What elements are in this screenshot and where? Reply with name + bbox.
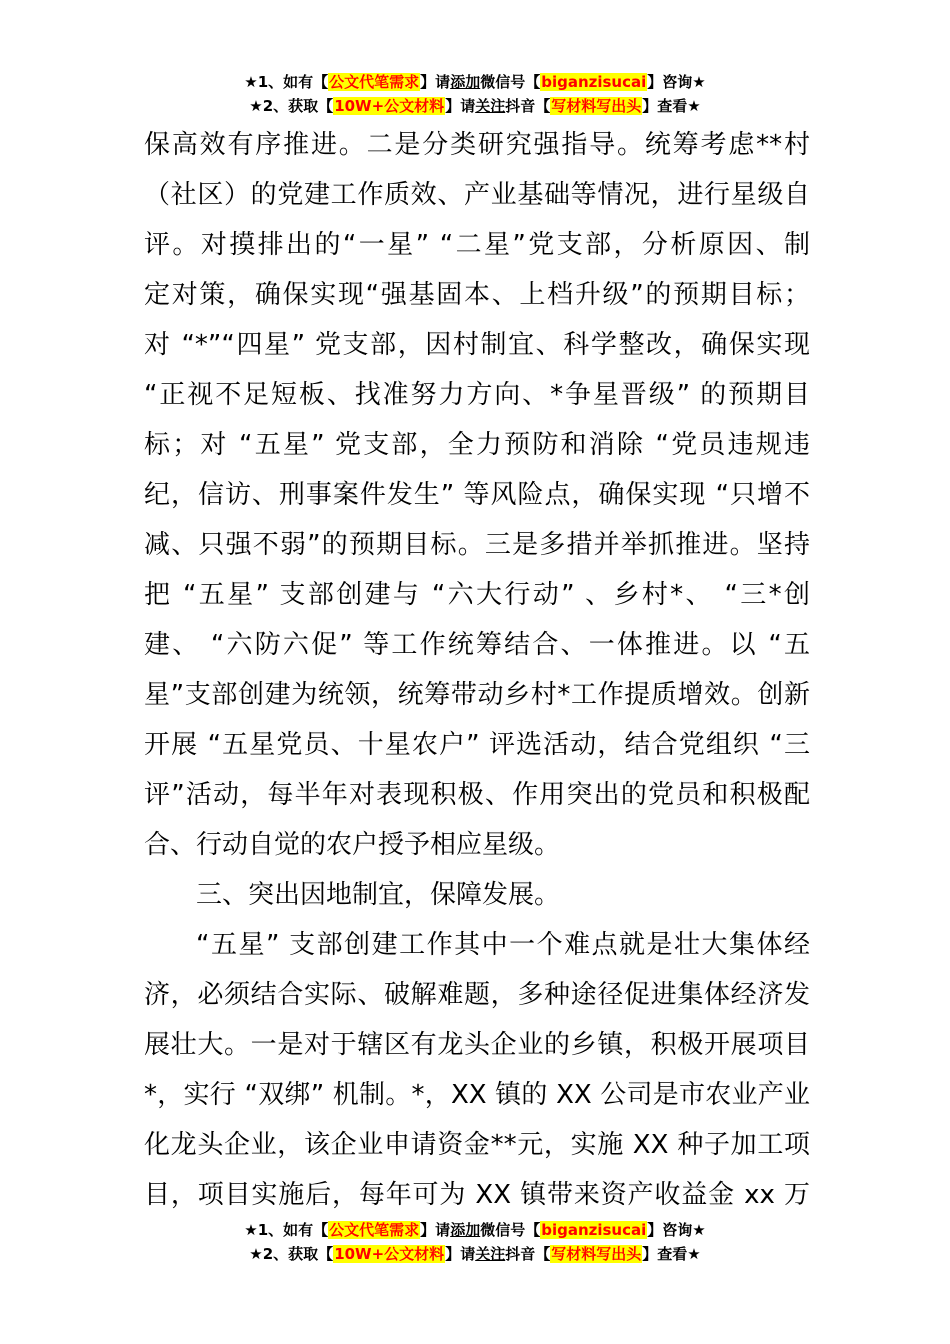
- text-line: 济，必须结合实际、破解难题，多种途径促进集体经济发: [144, 980, 810, 1010]
- text-line: *，实行 “双绑” 机制。*，XX 镇的 XX 公司是市农业产业: [144, 1080, 810, 1110]
- text-line: 对 “*”“四星” 党支部，因村制宜、科学整改，确保实现: [144, 330, 810, 360]
- text-line: “正视不足短板、找准努力方向、*争星晋级” 的预期目: [144, 380, 810, 410]
- text-line: 把 “五星” 支部创建与 “六大行动” 、乡村*、 “三*创: [144, 580, 810, 610]
- text-line: 开展 “五星党员、十星农户” 评选活动，结合党组织 “三: [144, 730, 810, 760]
- text-line: 合、行动自觉的农户授予相应星级。: [144, 830, 561, 860]
- footer-banner: [0, 1218, 950, 1266]
- banner-text: ★2、获取【: [249, 97, 334, 115]
- banner-highlight: 公文代笔需求: [329, 1221, 420, 1239]
- text-line: 评”活动，每半年对表现积极、作用突出的党员和积极配: [144, 780, 810, 810]
- banner-text: 抖音【: [505, 97, 551, 115]
- banner-text: ★1、如有【: [244, 1221, 329, 1239]
- banner-line-1: [0, 70, 950, 94]
- banner-text: ★1、如有【: [244, 73, 329, 91]
- banner-text: 】请: [420, 1221, 451, 1239]
- text-line: “五星” 支部创建工作其中一个难点就是壮大集体经: [196, 930, 810, 960]
- banner-line-2: [0, 1242, 950, 1266]
- banner-text: 】查看★: [642, 97, 701, 115]
- banner-underlined-text: 关注: [475, 1245, 506, 1263]
- text-line: 星”支部创建为统领，统筹带动乡村*工作提质增效。创新: [144, 680, 810, 710]
- banner-text: 】咨询★: [647, 73, 706, 91]
- banner-text: 微信号【: [480, 1221, 541, 1239]
- text-line: 定对策，确保实现“强基固本、上档升级”的预期目标；: [144, 280, 810, 310]
- banner-text: 】查看★: [642, 1245, 701, 1263]
- text-line: 化龙头企业，该企业申请资金**元，实施 XX 种子加工项: [144, 1130, 810, 1160]
- header-banner: [0, 70, 950, 118]
- banner-underlined-text: 添加: [450, 73, 481, 91]
- text-line: 目，项目实施后，每年可为 XX 镇带来资产收益金 xx 万: [144, 1180, 810, 1210]
- text-line: 纪，信访、刑事案件发生” 等风险点，确保实现 “只增不: [144, 480, 810, 510]
- banner-line-2: [0, 94, 950, 118]
- banner-highlight: 10W+公文材料: [334, 1245, 445, 1263]
- text-line: 减、只强不弱”的预期目标。三是多措并举抓推进。坚持: [144, 530, 810, 560]
- banner-text: 】请: [445, 1245, 476, 1263]
- banner-text: 】请: [445, 97, 476, 115]
- document-body: [144, 120, 810, 1220]
- banner-highlight: 10W+公文材料: [334, 97, 445, 115]
- banner-underlined-text: 添加: [450, 1221, 481, 1239]
- text-line: （社区）的党建工作质效、产业基础等情况，进行星级自: [144, 180, 810, 210]
- section-heading: 三、突出因地制宜，保障发展。: [196, 880, 561, 910]
- banner-highlight: biganzisucai: [541, 73, 647, 91]
- text-line: 展壮大。一是对于辖区有龙头企业的乡镇，积极开展项目: [144, 1030, 810, 1060]
- banner-highlight: 写材料写出头: [551, 97, 642, 115]
- text-line: 建、 “六防六促” 等工作统筹结合、一体推进。以 “五: [144, 630, 810, 660]
- text-line: 保高效有序推进。二是分类研究强指导。统筹考虑**村: [144, 130, 810, 160]
- banner-underlined-text: 关注: [475, 97, 506, 115]
- text-line: 评。对摸排出的“一星” “二星”党支部，分析原因、制: [144, 230, 810, 260]
- banner-text: 微信号【: [480, 73, 541, 91]
- banner-text: 】咨询★: [647, 1221, 706, 1239]
- banner-text: ★2、获取【: [249, 1245, 334, 1263]
- banner-text: 】请: [420, 73, 451, 91]
- text-line: 标；对 “五星” 党支部，全力预防和消除 “党员违规违: [144, 430, 810, 460]
- banner-line-1: [0, 1218, 950, 1242]
- banner-highlight: 公文代笔需求: [329, 73, 420, 91]
- banner-text: 抖音【: [505, 1245, 551, 1263]
- banner-highlight: 写材料写出头: [551, 1245, 642, 1263]
- banner-highlight: biganzisucai: [541, 1221, 647, 1239]
